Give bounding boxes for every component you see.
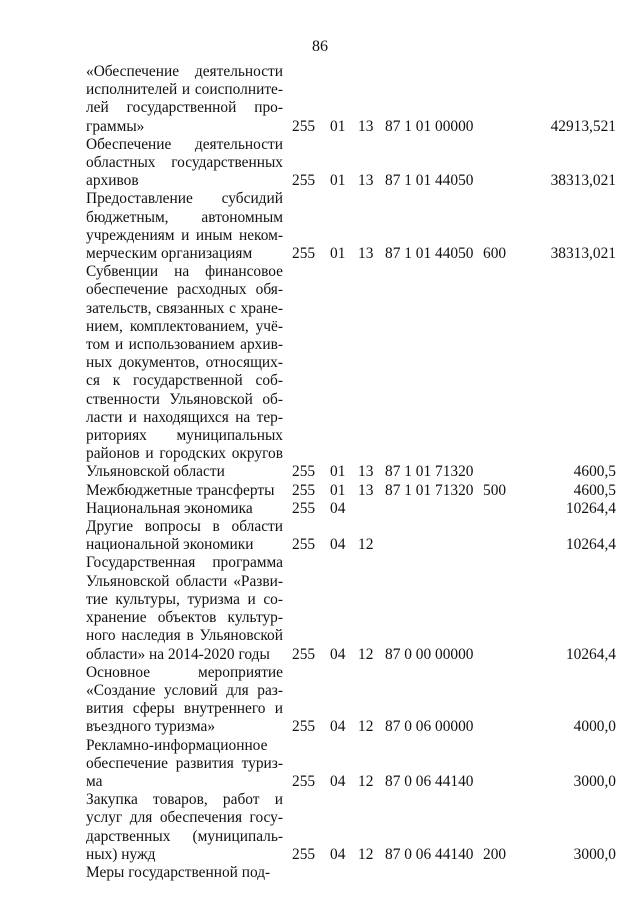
item-name-line: Национальная экономика	[86, 499, 253, 517]
expense-type-cell: 600	[483, 245, 507, 263]
item-name	[86, 791, 283, 864]
item-name	[86, 263, 283, 481]
item-name-line: ма	[86, 772, 103, 790]
item-name-line: граммы»	[86, 117, 145, 135]
subsection-code-cell: 13	[358, 463, 374, 481]
item-name-line: обеспечение расходных обя-	[86, 281, 283, 299]
item-name-line: Другие вопросы в области	[86, 518, 283, 536]
item-name-line: бюджетным, автономным	[86, 208, 283, 226]
item-name	[86, 482, 283, 500]
section-code-cell: 01	[330, 172, 346, 190]
item-name-line: Ульяновской области	[86, 463, 225, 481]
subsection-code-cell: 12	[358, 772, 374, 790]
table-row	[86, 864, 616, 882]
item-name-line: нием, комплектованием, учё-	[86, 317, 283, 335]
target-article-cell: 87 0 06 00000	[385, 718, 474, 736]
table-row	[86, 190, 616, 263]
item-name-line: ных документов, относящих-	[86, 354, 283, 372]
department-code-cell: 255	[292, 845, 316, 863]
subsection-code-cell: 13	[358, 245, 374, 263]
section-code-cell: 04	[330, 845, 346, 863]
section-code-cell: 01	[330, 481, 346, 499]
item-name-line: учреждениям и иным неком-	[86, 226, 283, 244]
amount-cell: 10264,4	[565, 536, 616, 554]
item-name-line: риториях муниципальных	[86, 427, 283, 445]
item-name-line: «Обеспечение деятельности	[86, 63, 283, 80]
table-row	[86, 791, 616, 864]
item-name-line: том и использованием архив-	[86, 336, 283, 354]
amount-cell: 10264,4	[565, 499, 616, 517]
target-article-cell: 87 1 01 71320	[385, 463, 474, 481]
item-name-line: дарственных (муниципаль-	[86, 827, 283, 845]
department-code-cell: 255	[292, 718, 316, 736]
item-name-line: лей государственной про-	[86, 99, 283, 117]
item-name	[86, 554, 283, 663]
section-code-cell: 01	[330, 117, 346, 135]
department-code-cell: 255	[292, 172, 316, 190]
amount-cell: 10264,4	[565, 645, 616, 663]
item-name-line: ного наследия в Ульяновской	[86, 627, 283, 645]
section-code-cell: 04	[330, 718, 346, 736]
amount-cell: 3000,0	[573, 845, 616, 863]
subsection-code-cell: 12	[358, 536, 374, 554]
item-name-line: тие культуры, туризма и со-	[86, 590, 283, 608]
item-name-line: «Создание условий для раз-	[86, 681, 283, 699]
section-code-cell: 01	[330, 245, 346, 263]
item-name-line: Рекламно-информационное	[86, 736, 268, 754]
item-name	[86, 190, 283, 263]
page-number: 86	[312, 38, 328, 55]
item-name-line: Закупка товаров, работ и	[86, 791, 283, 809]
amount-cell: 38313,021	[550, 245, 616, 263]
item-name-line: ных) нужд	[86, 845, 156, 863]
expense-type-cell: 500	[483, 481, 507, 499]
department-code-cell: 255	[292, 536, 316, 554]
item-name-line: ственности Ульяновской об-	[86, 390, 283, 408]
item-name-line: хранение объектов культур-	[86, 609, 283, 627]
subsection-code-cell: 13	[358, 481, 374, 499]
amount-cell: 4600,5	[573, 463, 616, 481]
section-code-cell: 04	[330, 536, 346, 554]
item-name	[86, 664, 283, 737]
section-code-cell: 04	[330, 772, 346, 790]
section-code-cell: 01	[330, 463, 346, 481]
item-name-line: исполнителей и соисполните-	[86, 81, 283, 99]
item-name-line: обеспечение развития туриз-	[86, 754, 283, 772]
item-name	[86, 136, 283, 191]
item-name-line: Меры государственной под-	[86, 863, 271, 881]
item-name-line: Предоставление субсидий	[86, 190, 283, 208]
department-code-cell: 255	[292, 499, 316, 517]
item-name	[86, 500, 283, 518]
item-name-line: области» на 2014-2020 годы	[86, 645, 270, 663]
item-name-line: ся к государственной соб-	[86, 372, 283, 390]
item-name-line: архивов	[86, 172, 139, 190]
table-row	[86, 737, 616, 792]
item-name-line: въездного туризма»	[86, 718, 216, 736]
subsection-code-cell: 12	[358, 845, 374, 863]
item-name-line: ласти и находящихся на тер-	[86, 408, 283, 426]
item-name-line: Основное мероприятие	[86, 663, 283, 681]
target-article-cell: 87 0 06 44140	[385, 845, 474, 863]
subsection-code-cell: 12	[358, 718, 374, 736]
target-article-cell: 87 0 06 44140	[385, 772, 474, 790]
amount-cell: 3000,0	[573, 772, 616, 790]
budget-table	[86, 63, 616, 882]
section-code-cell: 04	[330, 645, 346, 663]
department-code-cell: 255	[292, 645, 316, 663]
table-row	[86, 664, 616, 737]
item-name-line: Обеспечение деятельности	[86, 135, 283, 153]
item-name-line: зательств, связанных с хране-	[86, 299, 283, 317]
target-article-cell: 87 0 00 00000	[385, 645, 474, 663]
department-code-cell: 255	[292, 463, 316, 481]
item-name-line: национальной экономики	[86, 536, 254, 554]
target-article-cell: 87 1 01 71320	[385, 481, 474, 499]
item-name-line: Ульяновской области «Разви-	[86, 572, 283, 590]
table-row	[86, 482, 616, 500]
expense-type-cell: 200	[483, 845, 507, 863]
item-name-line: услуг для обеспечения госу-	[86, 809, 283, 827]
item-name-line: Субвенции на финансовое	[86, 263, 283, 281]
item-name	[86, 737, 283, 792]
table-row	[86, 263, 616, 481]
section-code-cell: 04	[330, 499, 346, 517]
item-name-line: мерческим организациям	[86, 245, 253, 263]
item-name-line: вития сферы внутреннего и	[86, 700, 283, 718]
target-article-cell: 87 1 01 44050	[385, 172, 474, 190]
item-name	[86, 518, 283, 554]
department-code-cell: 255	[292, 772, 316, 790]
table-row	[86, 554, 616, 663]
amount-cell: 42913,521	[550, 117, 616, 135]
item-name	[86, 864, 283, 882]
department-code-cell: 255	[292, 245, 316, 263]
item-name-line: районов и городских округов	[86, 445, 283, 463]
amount-cell: 4600,5	[573, 481, 616, 499]
amount-cell: 38313,021	[550, 172, 616, 190]
amount-cell: 4000,0	[573, 718, 616, 736]
table-row	[86, 63, 616, 136]
subsection-code-cell: 12	[358, 645, 374, 663]
subsection-code-cell: 13	[358, 172, 374, 190]
table-row	[86, 136, 616, 191]
subsection-code-cell: 13	[358, 117, 374, 135]
target-article-cell: 87 1 01 44050	[385, 245, 474, 263]
item-name-line: Государственная программа	[86, 554, 283, 572]
target-article-cell: 87 1 01 00000	[385, 117, 474, 135]
table-row	[86, 500, 616, 518]
table-row	[86, 518, 616, 554]
department-code-cell: 255	[292, 117, 316, 135]
item-name	[86, 63, 283, 136]
item-name-line: областных государственных	[86, 154, 283, 172]
department-code-cell: 255	[292, 481, 316, 499]
item-name-line: Межбюджетные трансферты	[86, 481, 275, 499]
